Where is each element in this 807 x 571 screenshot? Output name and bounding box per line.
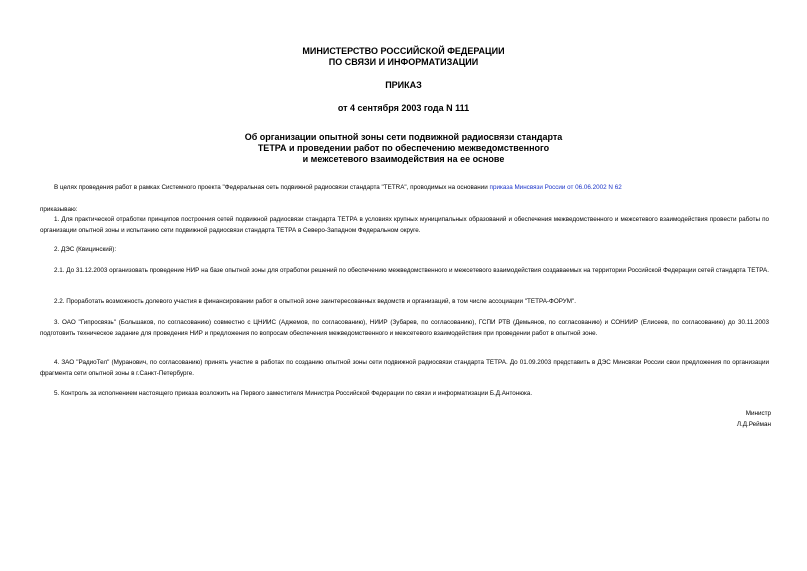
paragraph-4: 4. ЗАО "РадиоТел" (Муранович, по согласованию) принять участие в работах по созданию опытной зоны сети подвижной радиосвязи стандарта ТЕТРА. До 01.09.2003 представить в ДЭС Минсвязи России свои предложения по организации фрагмента сети опытной зоны в г.Санкт-Петербурге. <box>40 359 769 377</box>
document-title-line-2: ТЕТРА и проведении работ по обеспечению межведомственного <box>257 143 550 153</box>
paragraph-1: 1. Для практической отработки принципов построения сетей подвижной радиосвязи стандарта ТЕТРА в условиях крупных муниципальных образований и обеспечения межведомственного и межсетевого взаимодействия провести работы по организации опытной зоны и испытанию сети подвижной радиосвязи стандарта ТЕТРА в Северо-Западном Федеральном округе. <box>40 216 769 234</box>
document-title-line-1: Об организации опытной зоны сети подвижной радиосвязи стандарта <box>244 132 563 142</box>
paragraph-2-2: 2.2. Проработать возможность долевого участия в финансировании работ в опытной зоне заинтересованных ведомств и организаций, в том числе ассоциации "ТЕТРА-ФОРУМ". <box>54 298 577 305</box>
paragraph-3: 3. ОАО "Гипросвязь" (Большаков, по согласованию) совместно с ЦНИИС (Аджемов, по согласованию), НИИР (Зубарев, по согласованию), ГСПИ РТВ (Демьянов, по согласованию) и СОНИИР (Елисеев, по согласованию) до 30.11.2003 подготовить техническое задание для проведения НИР и предложения по вопросам обеспечения межведомственного и межсетевого взаимодействия при проведении работ в опытной зоне. <box>40 319 769 337</box>
order-reference-link[interactable]: приказа Минсвязи России от 06.06.2002 N 62 <box>489 184 622 191</box>
ministry-line-2: ПО СВЯЗИ И ИНФОРМАТИЗАЦИИ <box>328 57 479 67</box>
ministry-line-1: МИНИСТЕРСТВО РОССИЙСКОЙ ФЕДЕРАЦИИ <box>302 46 505 56</box>
document-type: ПРИКАЗ <box>385 80 422 90</box>
document-date-number: от 4 сентября 2003 года N 111 <box>337 103 470 113</box>
signature-position: Министр <box>745 410 771 417</box>
document-title-line-3: и межсетевого взаимодействия на ее основе <box>302 154 505 164</box>
paragraph-2: 2. ДЭС (Квицинский): <box>54 246 117 253</box>
paragraph-5: 5. Контроль за исполнением настоящего приказа возложить на Первого заместителя Министра Российской Федерации по связи и информатизации Б.Д.Антонюка. <box>54 390 533 397</box>
intro-paragraph <box>40 183 769 194</box>
paragraph-2-1: 2.1. До 31.12.2003 организовать проведение НИР на базе опытной зоны для отработки решений по обеспечению межведомственного и межсетевого взаимодействия создаваемых на территории Российской Федерации сетей стандарта ТЕТРА. <box>54 267 769 274</box>
order-word: приказываю: <box>40 206 78 213</box>
intro-text: В целях проведения работ в рамках Системного проекта "Федеральная сеть подвижной радиосвязи стандарта "TETRA", проводимых на основании <box>54 184 490 191</box>
signature-name: Л.Д.Рейман <box>736 421 771 428</box>
